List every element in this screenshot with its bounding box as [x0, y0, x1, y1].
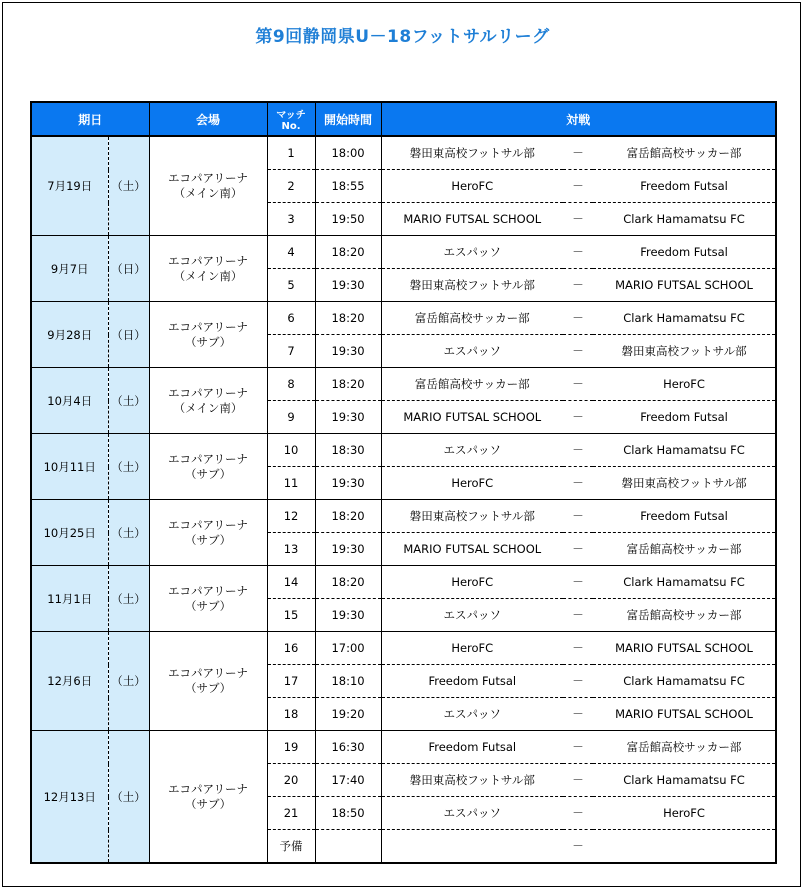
venue-name: エコパアリーナ [167, 666, 249, 680]
home-team-cell: MARIO FUTSAL SCHOOL [381, 533, 563, 566]
home-team-cell: エスパッソ [381, 797, 563, 830]
venue-name: エコパアリーナ [167, 319, 249, 334]
weekday-cell: （土） [108, 566, 149, 632]
home-team-cell: エスパッソ [381, 335, 563, 368]
start-time-cell: 19:30 [315, 269, 381, 302]
versus-dash: － [563, 632, 593, 665]
date-cell: 9月7日 [31, 236, 108, 302]
header-row [31, 102, 776, 136]
home-team-cell: HeroFC [381, 467, 563, 500]
start-time-cell: 19:20 [315, 698, 381, 731]
versus-dash: － [563, 731, 593, 764]
match-number-cell: 15 [267, 599, 315, 632]
versus-dash: － [563, 434, 593, 467]
match-number-cell: 14 [267, 566, 315, 599]
match-number-cell: 16 [267, 632, 315, 665]
venue-area: （サブ） [184, 532, 232, 547]
versus-dash: － [563, 830, 593, 864]
date-cell: 12月6日 [31, 632, 108, 731]
away-team-cell: MARIO FUTSAL SCHOOL [593, 632, 776, 665]
versus-dash: － [563, 335, 593, 368]
venue-cell [149, 632, 267, 731]
match-number-cell: 20 [267, 764, 315, 797]
home-team-cell: Freedom Futsal [381, 731, 563, 764]
venue-name: エコパアリーナ [167, 451, 249, 466]
home-team-cell: Freedom Futsal [381, 665, 563, 698]
header-match-no: マッチNo. [267, 102, 315, 136]
versus-dash: － [563, 170, 593, 203]
versus-dash: － [563, 467, 593, 500]
header-match: 対戦 [381, 102, 776, 136]
away-team-cell: Clark Hamamatsu FC [593, 302, 776, 335]
match-number-cell: 12 [267, 500, 315, 533]
versus-dash: － [563, 764, 593, 797]
date-cell: 10月25日 [31, 500, 108, 566]
schedule-body [31, 136, 776, 863]
venue-cell [149, 302, 267, 368]
home-team-cell: エスパッソ [381, 434, 563, 467]
match-number-cell: 18 [267, 698, 315, 731]
away-team-cell: 富岳館高校サッカー部 [593, 533, 776, 566]
date-cell: 10月4日 [31, 368, 108, 434]
home-team-cell: 磐田東高校フットサル部 [381, 269, 563, 302]
page-title: 第9回静岡県U－18フットサルリーグ [255, 27, 550, 47]
away-team-cell [593, 830, 776, 864]
start-time-cell: 19:30 [315, 335, 381, 368]
match-number-cell: 6 [267, 302, 315, 335]
venue-cell [149, 236, 267, 302]
versus-dash: － [563, 599, 593, 632]
versus-dash: － [563, 500, 593, 533]
start-time-cell: 18:20 [315, 368, 381, 401]
away-team-cell: Clark Hamamatsu FC [593, 764, 776, 797]
venue-area: （サブ） [184, 466, 232, 481]
start-time-cell: 18:20 [315, 500, 381, 533]
table-row [31, 632, 776, 665]
start-time-cell: 19:30 [315, 599, 381, 632]
match-number-cell: 9 [267, 401, 315, 434]
home-team-cell: 富岳館高校サッカー部 [381, 302, 563, 335]
home-team-cell: エスパッソ [381, 698, 563, 731]
versus-dash: － [563, 566, 593, 599]
table-row [31, 236, 776, 269]
venue-area: （メイン南） [173, 268, 243, 283]
start-time-cell: 18:20 [315, 566, 381, 599]
venue-name: エコパアリーナ [167, 781, 249, 796]
versus-dash: － [563, 533, 593, 566]
venue-name: エコパアリーナ [167, 583, 249, 598]
away-team-cell: MARIO FUTSAL SCHOOL [593, 269, 776, 302]
versus-dash: － [563, 203, 593, 236]
venue-name: エコパアリーナ [167, 253, 249, 268]
away-team-cell: 磐田東高校フットサル部 [593, 335, 776, 368]
start-time-cell: 18:10 [315, 665, 381, 698]
start-time-cell: 19:30 [315, 533, 381, 566]
weekday-cell: （土） [108, 731, 149, 864]
table-row [31, 302, 776, 335]
away-team-cell: HeroFC [593, 797, 776, 830]
home-team-cell: エスパッソ [381, 236, 563, 269]
start-time-cell: 19:30 [315, 401, 381, 434]
home-team-cell: MARIO FUTSAL SCHOOL [381, 203, 563, 236]
venue-cell [149, 434, 267, 500]
start-time-cell: 19:50 [315, 203, 381, 236]
home-team-cell: HeroFC [381, 170, 563, 203]
start-time-cell: 18:50 [315, 797, 381, 830]
versus-dash: － [563, 236, 593, 269]
start-time-cell [315, 830, 381, 864]
away-team-cell: Clark Hamamatsu FC [593, 665, 776, 698]
table-row [31, 136, 776, 170]
start-time-cell: 18:00 [315, 136, 381, 170]
weekday-cell: （土） [108, 434, 149, 500]
header-date: 期日 [31, 102, 149, 136]
weekday-cell: （土） [108, 368, 149, 434]
match-number-cell: 11 [267, 467, 315, 500]
venue-area: （サブ） [184, 796, 232, 811]
match-number-cell: 4 [267, 236, 315, 269]
weekday-cell: （土） [108, 136, 149, 236]
away-team-cell: Freedom Futsal [593, 401, 776, 434]
away-team-cell: 富岳館高校サッカー部 [593, 731, 776, 764]
home-team-cell: 富岳館高校サッカー部 [381, 368, 563, 401]
home-team-cell [381, 830, 563, 864]
home-team-cell: 磐田東高校フットサル部 [381, 764, 563, 797]
match-number-cell: 1 [267, 136, 315, 170]
table-row [31, 566, 776, 599]
start-time-cell: 18:20 [315, 302, 381, 335]
weekday-cell: （日） [108, 236, 149, 302]
start-time-cell: 18:20 [315, 236, 381, 269]
table-row [31, 368, 776, 401]
date-cell: 7月19日 [31, 136, 108, 236]
weekday-cell: （土） [108, 632, 149, 731]
start-time-cell: 17:00 [315, 632, 381, 665]
venue-cell [149, 731, 267, 864]
match-number-cell: 予備 [267, 830, 315, 864]
versus-dash: － [563, 665, 593, 698]
venue-cell [149, 566, 267, 632]
versus-dash: － [563, 368, 593, 401]
away-team-cell: Clark Hamamatsu FC [593, 203, 776, 236]
away-team-cell: 富岳館高校サッカー部 [593, 136, 776, 170]
table-row [31, 731, 776, 764]
venue-cell [149, 136, 267, 236]
home-team-cell: HeroFC [381, 566, 563, 599]
venue-cell [149, 500, 267, 566]
date-cell: 10月11日 [31, 434, 108, 500]
versus-dash: － [563, 401, 593, 434]
home-team-cell: 磐田東高校フットサル部 [381, 500, 563, 533]
start-time-cell: 19:30 [315, 467, 381, 500]
table-row [31, 500, 776, 533]
match-number-cell: 13 [267, 533, 315, 566]
date-cell: 11月1日 [31, 566, 108, 632]
away-team-cell: 磐田東高校フットサル部 [593, 467, 776, 500]
schedule-table [30, 101, 777, 864]
versus-dash: － [563, 698, 593, 731]
away-team-cell: Clark Hamamatsu FC [593, 434, 776, 467]
match-number-cell: 2 [267, 170, 315, 203]
venue-name: エコパアリーナ [167, 385, 249, 400]
start-time-cell: 18:30 [315, 434, 381, 467]
versus-dash: － [563, 136, 593, 170]
table-row [31, 434, 776, 467]
date-cell: 12月13日 [31, 731, 108, 864]
venue-area: （サブ） [184, 598, 232, 613]
home-team-cell: MARIO FUTSAL SCHOOL [381, 401, 563, 434]
match-number-cell: 5 [267, 269, 315, 302]
match-number-cell: 3 [267, 203, 315, 236]
versus-dash: － [563, 269, 593, 302]
away-team-cell: Freedom Futsal [593, 500, 776, 533]
match-number-cell: 8 [267, 368, 315, 401]
away-team-cell: Freedom Futsal [593, 170, 776, 203]
match-number-cell: 7 [267, 335, 315, 368]
venue-area: （サブ） [184, 334, 232, 349]
match-number-cell: 19 [267, 731, 315, 764]
date-cell: 9月28日 [31, 302, 108, 368]
venue-area: （メイン南） [173, 400, 243, 415]
away-team-cell: HeroFC [593, 368, 776, 401]
weekday-cell: （日） [108, 302, 149, 368]
venue-area: （メイン南） [173, 186, 243, 200]
match-number-cell: 21 [267, 797, 315, 830]
away-team-cell: Clark Hamamatsu FC [593, 566, 776, 599]
venue-name: エコパアリーナ [167, 517, 249, 532]
match-number-cell: 17 [267, 665, 315, 698]
venue-name: エコパアリーナ [167, 171, 249, 185]
venue-cell [149, 368, 267, 434]
start-time-cell: 16:30 [315, 731, 381, 764]
home-team-cell: エスパッソ [381, 599, 563, 632]
away-team-cell: Freedom Futsal [593, 236, 776, 269]
weekday-cell: （土） [108, 500, 149, 566]
away-team-cell: MARIO FUTSAL SCHOOL [593, 698, 776, 731]
start-time-cell: 17:40 [315, 764, 381, 797]
home-team-cell: HeroFC [381, 632, 563, 665]
versus-dash: － [563, 302, 593, 335]
venue-area: （サブ） [184, 681, 232, 695]
versus-dash: － [563, 797, 593, 830]
away-team-cell: 富岳館高校サッカー部 [593, 599, 776, 632]
header-venue: 会場 [149, 102, 267, 136]
header-start-time: 開始時間 [315, 102, 381, 136]
match-number-cell: 10 [267, 434, 315, 467]
home-team-cell: 磐田東高校フットサル部 [381, 136, 563, 170]
start-time-cell: 18:55 [315, 170, 381, 203]
